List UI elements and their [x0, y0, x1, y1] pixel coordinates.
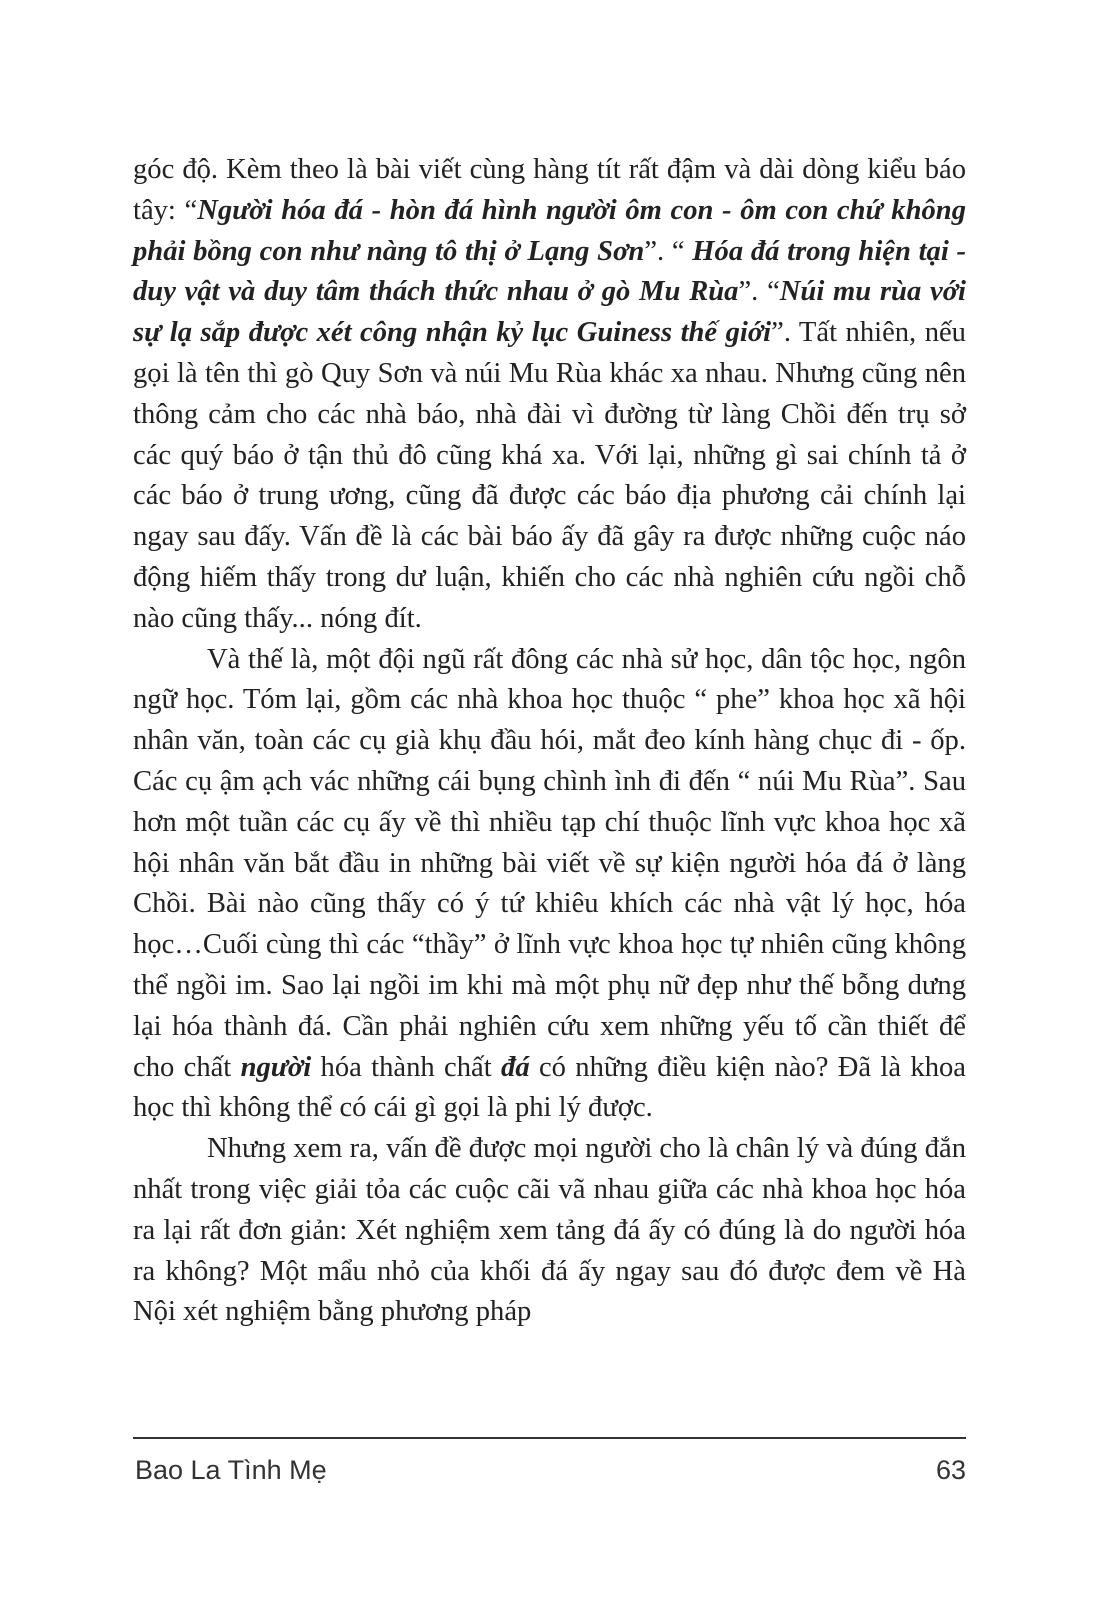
text-run: ”. Tất nhiên, nếu gọi là tên thì gò Quy Sơn và núi Mu Rùa khác xa nhau. Nhưng cũng nên thông cảm cho các nhà báo, nhà đài vì đường từ làng Chồi đến trụ sở các quý báo ở tận thủ đô cũng khá xa. Với lại, những gì sai chính tả ở các báo ở trung ương, cũng đã được các báo địa phương cải chính lại ngay sau đấy. Vấn đề là các bài báo ấy đã gây ra được những cuộc náo động hiếm thấy trong dư luận, khiến cho các nhà nghiên cứu ngồi chỗ nào cũng thấy... nóng đít. [133, 317, 966, 634]
emphasis-word: người [240, 1051, 312, 1083]
paragraph-2 [133, 640, 966, 1130]
page-number: 63 [935, 1455, 966, 1485]
emphasis-word: đá [501, 1051, 530, 1083]
text-run: Và thế là, một đội ngũ rất đông các nhà sử học, dân tộc học, ngôn ngữ học. Tóm lại, gồm các nhà khoa học thuộc “ phe” khoa học xã hội nhân văn, toàn các cụ già khụ đầu hói, mắt đeo kính hàng chục đi - ốp. Các cụ ậm ạch vác những cái bụng chình ình đi đến “ núi Mu Rùa”. Sau hơn một tuần các cụ ấy về thì nhiều tạp chí thuộc lĩnh vực khoa học xã hội nhân văn bắt đầu in những bài viết về sự kiện người hóa đá ở làng Chồi. Bài nào cũng thấy có ý tứ khiêu khích các nhà vật lý học, hóa học…Cuối cùng thì các “thầy” ở lĩnh vực khoa học tự nhiên cũng không thể ngồi im. Sao lại ngồi im khi mà một phụ nữ đẹp như thế bỗng dưng lại hóa thành đá. Cần phải nghiên cứu xem những yếu tố cần thiết để cho chất [133, 643, 966, 1083]
text-run: góc độ. Kèm theo là bài viết cùng hàng tít rất đậm và dài dòng kiểu báo tây: “ [133, 154, 966, 226]
headline-quote-3: Núi mu rùa với sự lạ sắp được xét công nhận kỷ lục Guiness thế giới [133, 276, 966, 349]
paragraph-3 [133, 1129, 966, 1333]
headline-quote-1: Người hóa đá - hòn đá hình người ôm con - ôm con chứ không phải bồng con như nàng tô thị ở Lạng Sơn [133, 194, 966, 267]
text-run: ”. “ [738, 276, 780, 308]
text-run: Nhưng xem ra, vấn đề được mọi người cho là chân lý và đúng đắn nhất trong việc giải tỏa các cuộc cãi vã nhau giữa các nhà khoa học hóa ra lại rất đơn giản: Xét nghiệm xem tảng đá ấy có đúng là do người hóa ra không? Một mẩu nhỏ của khối đá ấy ngay sau đó được đem về Hà Nội xét nghiệm bằng phương pháp [133, 1133, 966, 1328]
footer-rule [133, 1437, 966, 1439]
paragraph-1 [133, 150, 966, 640]
text-run: ”. “ [644, 235, 693, 267]
page-body [133, 150, 966, 1333]
text-run: có những điều kiện nào? Đã là khoa học thì không thể có cái gì gọi là phi lý được. [133, 1051, 966, 1124]
headline-quote-2: Hóa đá trong hiện tại - duy vật và duy tâm thách thức nhau ở gò Mu Rùa [133, 235, 966, 308]
text-run: hóa thành chất [311, 1051, 502, 1083]
book-title: Bao La Tình Mẹ [135, 1455, 327, 1485]
